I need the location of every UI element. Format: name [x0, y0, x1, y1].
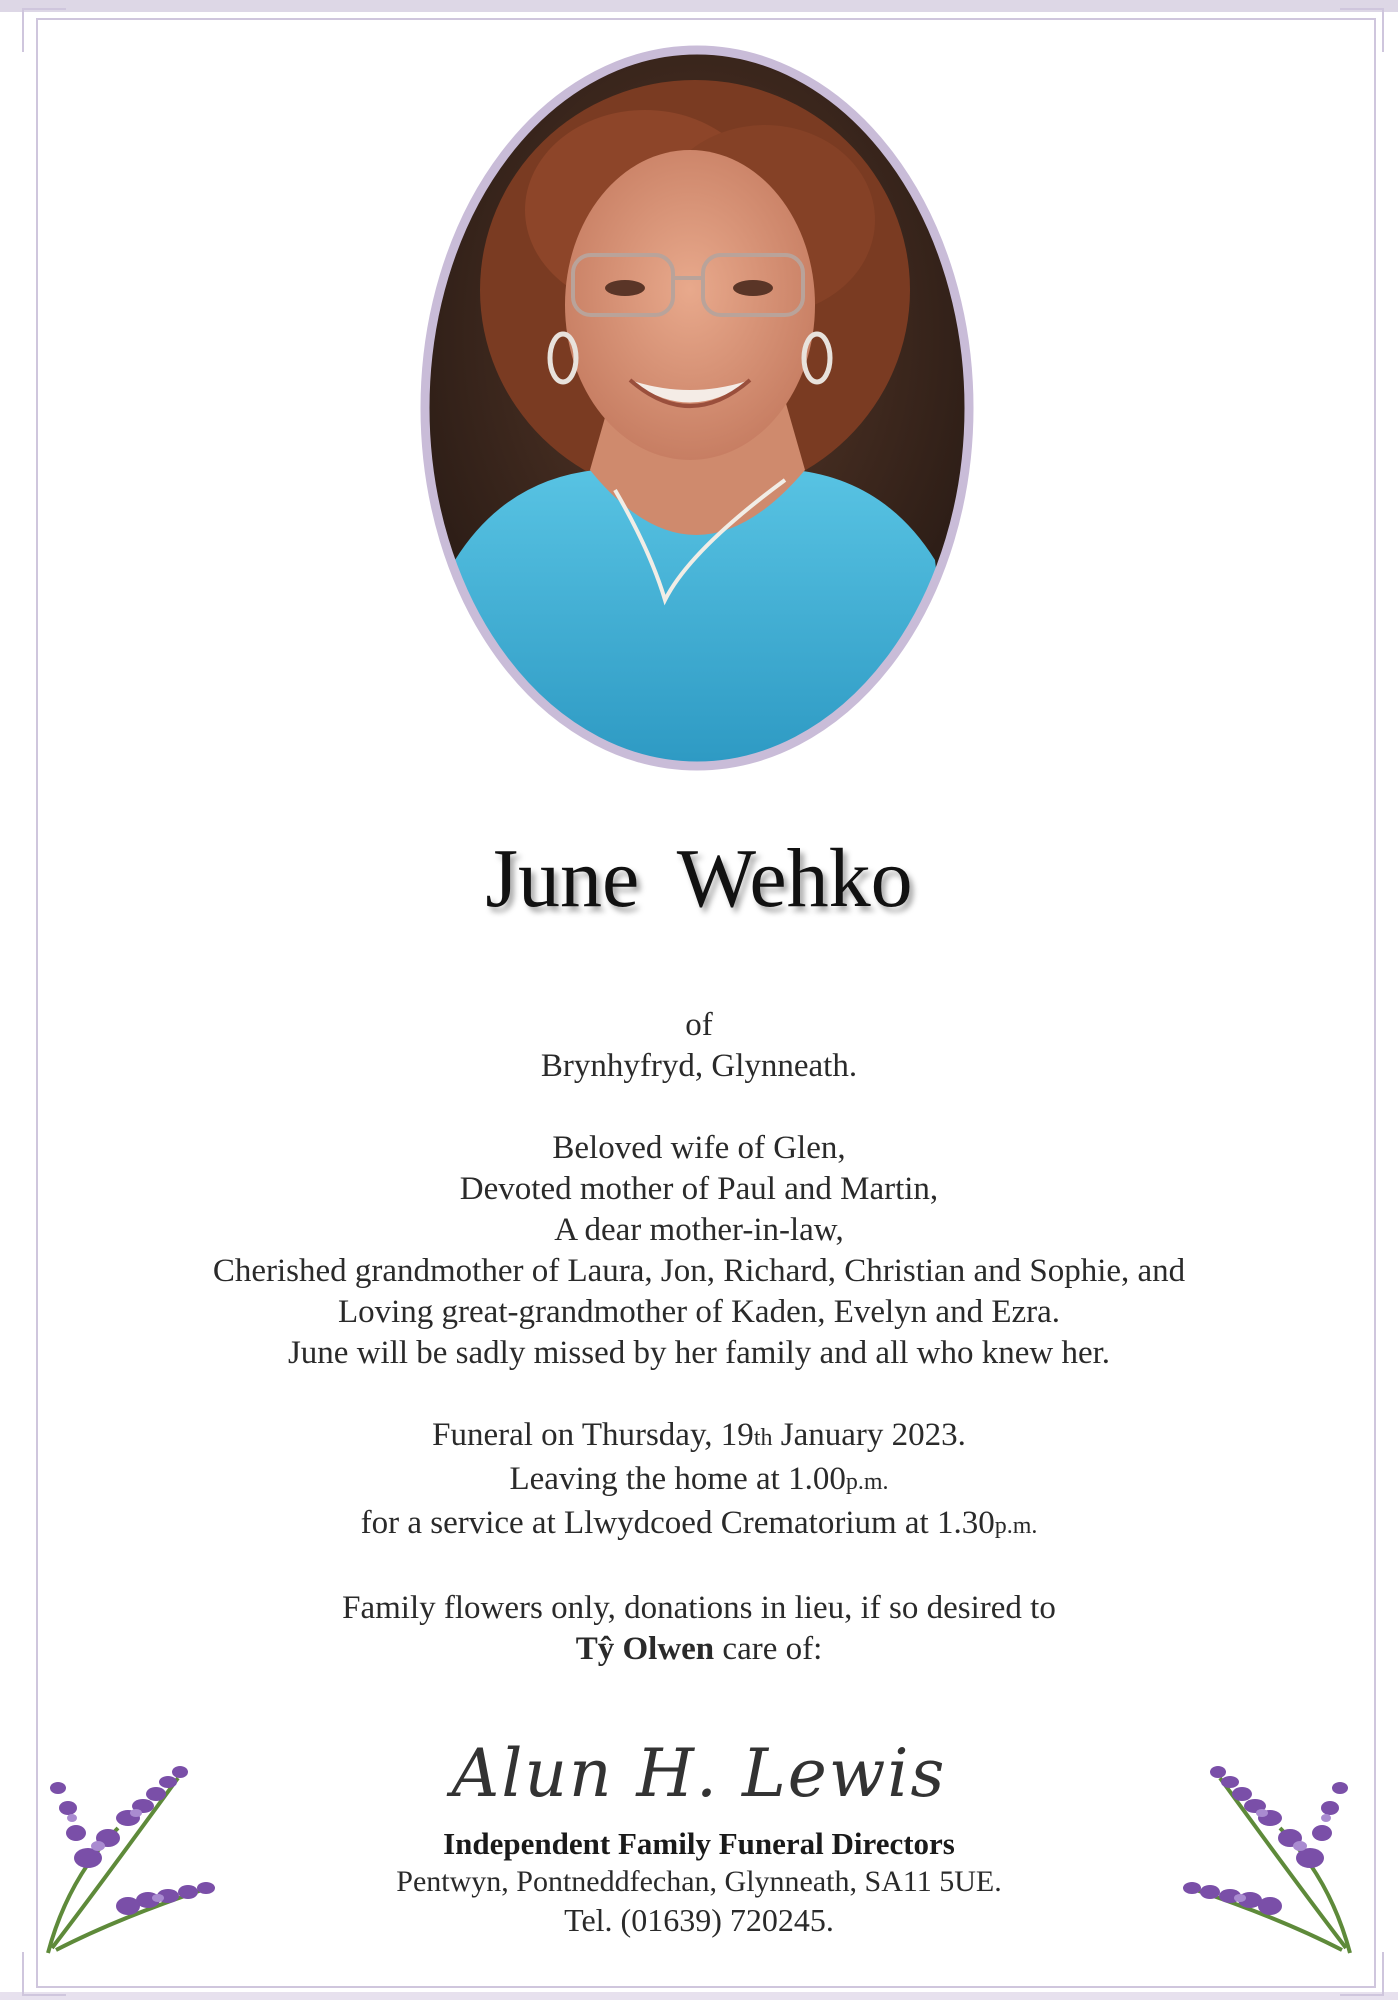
family-line: Beloved wife of Glen, [552, 1130, 846, 1166]
director-signature-logo: Alun H. Lewis [451, 1735, 947, 1812]
corner-ornament [1340, 8, 1384, 52]
obituary-text [60, 1005, 1338, 1670]
director-title: Independent Family Funeral Directors [443, 1826, 955, 1861]
charity-line: Tŷ Olwen care of: [575, 1631, 823, 1667]
family-line: A dear mother-in-law, [554, 1212, 844, 1248]
corner-ornament [22, 1952, 66, 1996]
service-line: for a service at Llwydcoed Crematorium at 1.30p.m. [360, 1505, 1038, 1541]
family-line: Loving great-grandmother of Kaden, Evelyn and Ezra. [337, 1294, 1061, 1330]
leaving-home-line: Leaving the home at 1.00p.m. [509, 1461, 889, 1497]
address-line: Brynhyfryd, Glynneath. [540, 1048, 858, 1084]
family-line: Cherished grandmother of Laura, Jon, Richard, Christian and Sophie, and [212, 1253, 1186, 1289]
corner-ornament [22, 8, 66, 52]
funeral-date-line: Funeral on Thursday, 19th January 2023. [432, 1417, 966, 1453]
flowers-line: Family flowers only, donations in lieu, if so desired to [342, 1590, 1056, 1626]
frame-bottom-band [0, 1992, 1398, 2000]
deceased-name: June Wehko [485, 832, 913, 925]
lavender-decoration-right [1160, 1718, 1370, 1958]
director-address: Pentwyn, Pontneddfechan, Glynneath, SA11 5UE. [396, 1865, 1002, 1898]
lavender-decoration-left [28, 1718, 238, 1958]
portrait-photo [415, 40, 980, 777]
frame-top-band [0, 0, 1398, 12]
of-line: of [685, 1007, 713, 1043]
director-phone: Tel. (01639) 720245. [564, 1902, 834, 1938]
family-line: Devoted mother of Paul and Martin, [459, 1171, 939, 1207]
family-line: June will be sadly missed by her family and all who knew her. [287, 1335, 1111, 1371]
corner-ornament [1340, 1952, 1384, 1996]
charity-name: Tŷ Olwen [575, 1631, 715, 1667]
